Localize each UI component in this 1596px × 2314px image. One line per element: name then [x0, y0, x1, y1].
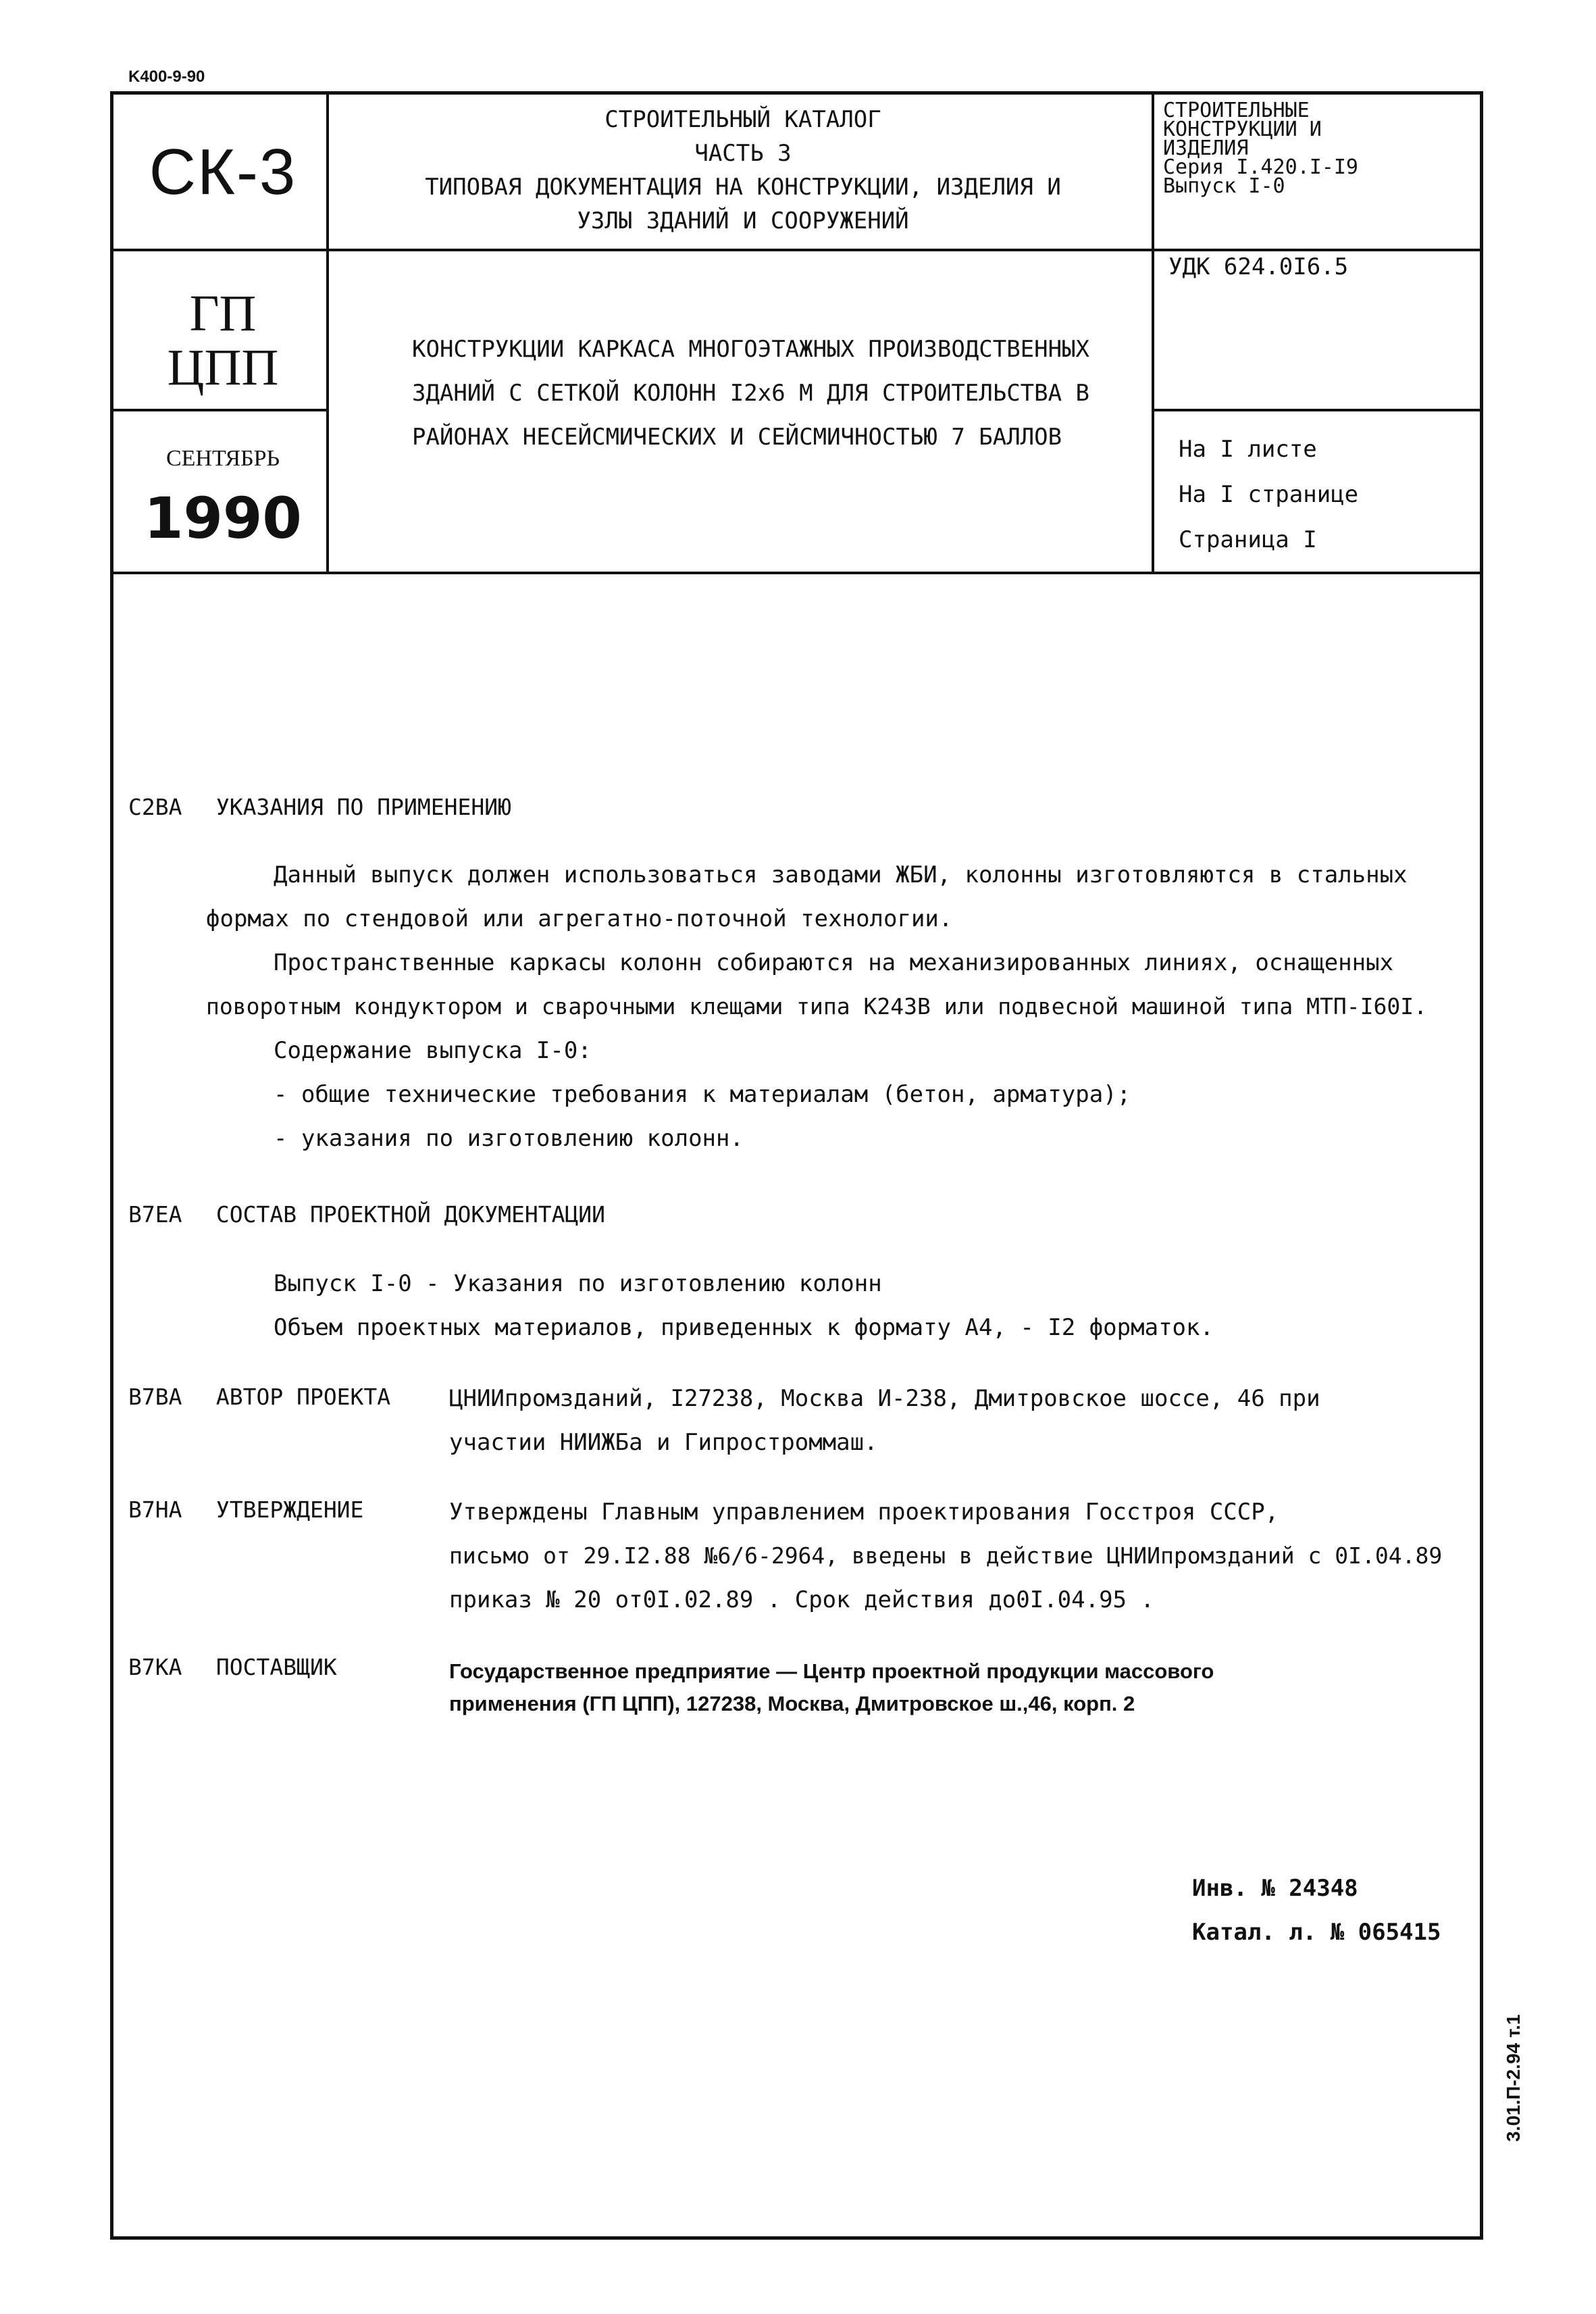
issue-month: СЕНТЯБРЬ — [165, 446, 280, 471]
organization — [118, 287, 328, 395]
series-line: КОНСТРУКЦИИ И — [1163, 118, 1322, 141]
supplier-line: применения (ГП ЦПП), 127238, Москва, Дмитровское ш.,46, корп. 2 — [449, 1692, 1135, 1715]
section-code: B7KA — [128, 1654, 182, 1680]
udk-code: УДК 624.0I6.5 — [1168, 253, 1349, 280]
section-heading-composition — [128, 1201, 605, 1228]
header-bottom-line — [110, 572, 1483, 574]
document-title — [412, 328, 1155, 459]
approval-line: приказ № 20 от0I.02.89 . Срок действия до0I.04.95 . — [449, 1586, 1154, 1613]
usage-line: Данный выпуск должен использоваться заводами ЖБИ, колонны изготовляются в стальных — [274, 861, 1408, 888]
sheet-line: На I странице — [1179, 481, 1359, 508]
header-divider-row2 — [110, 409, 328, 411]
approval-line: письмо от 29.I2.88 №6/6-2964, введены в действие ЦНИИпромзданий с 0I.04.89 — [449, 1542, 1443, 1569]
issue-year: 1990 — [144, 485, 302, 551]
section-code: C2BA — [128, 794, 182, 820]
approval-line: Утверждены Главным управлением проектирования Госстроя СССР, — [449, 1499, 1279, 1526]
title-line: КОНСТРУКЦИИ КАРКАСА МНОГОЭТАЖНЫХ ПРОИЗВОДСТВЕННЫХ — [412, 336, 1090, 363]
header-divider-right-row — [1152, 409, 1483, 411]
section-title: УКАЗАНИЯ ПО ПРИМЕНЕНИЮ — [215, 794, 511, 820]
catalog-line: ТИПОВАЯ ДОКУМЕНТАЦИЯ НА КОНСТРУКЦИИ, ИЗДЕЛИЯ И — [425, 174, 1061, 201]
supplier-text — [449, 1655, 1214, 1720]
usage-line: Пространственные каркасы колонн собираются на механизированных линиях, оснащенных — [274, 949, 1394, 976]
catalog-sheet-number: Катал. л. № 065415 — [1192, 1919, 1441, 1946]
composition-line: Выпуск I-0 - Указания по изготовлению колонн — [274, 1270, 882, 1297]
usage-line: - указания по изготовлению колонн. — [274, 1125, 744, 1152]
organization-line2: ЦПП — [167, 338, 279, 396]
catalog-line: УЗЛЫ ЗДАНИЙ И СООРУЖЕНИЙ — [577, 207, 909, 234]
inventory-number: Инв. № 24348 — [1192, 1875, 1358, 1902]
supplier-line: Государственное предприятие — Центр проектной продукции массового — [449, 1659, 1214, 1683]
series-info — [1163, 101, 1358, 196]
sheet-line: На I листе — [1179, 436, 1317, 463]
side-code: 3.01.П-2.94 т.1 — [1503, 2014, 1524, 2142]
author-line: ЦНИИпромзданий, I27238, Москва И-238, Дмитровское шоссе, 46 при — [449, 1385, 1320, 1412]
usage-line: поворотным кондуктором и сварочными клещами типа К243В или подвесной машиной типа МТП-I60I. — [206, 993, 1427, 1020]
title-line: РАЙОНАХ НЕСЕЙСМИЧЕСКИХ И СЕЙСМИЧНОСТЬЮ 7 БАЛЛОВ — [412, 424, 1062, 451]
section-title: АВТОР ПРОЕКТА — [215, 1384, 391, 1410]
section-code: B7HA — [128, 1496, 182, 1523]
sheet-count — [1179, 427, 1358, 563]
section-heading-approval — [128, 1496, 363, 1523]
catalog-heading — [334, 103, 1152, 238]
series-line: Серия I.420.I-I9 — [1163, 155, 1358, 179]
catalog-code: СК-3 — [149, 136, 297, 208]
usage-line: - общие технические требования к материалам (бетон, арматура); — [274, 1081, 1131, 1108]
composition-line: Объем проектных материалов, приведенных к формату А4, - I2 форматок. — [274, 1314, 1214, 1341]
section-code: B7EA — [128, 1201, 182, 1228]
section-title: ПОСТАВЩИК — [215, 1654, 337, 1680]
sheet-line: Страница I — [1179, 526, 1317, 553]
usage-line: Содержание выпуска I-0: — [274, 1037, 592, 1064]
title-line: ЗДАНИЙ С СЕТКОЙ КОЛОНН I2x6 М ДЛЯ СТРОИТЕЛЬСТВА В — [412, 380, 1090, 407]
catalog-line: ЧАСТЬ 3 — [694, 140, 792, 167]
section-heading-usage — [128, 794, 511, 820]
series-line: СТРОИТЕЛЬНЫЕ — [1163, 99, 1310, 122]
header-divider-row1 — [110, 249, 1483, 251]
section-title: УТВЕРЖДЕНИЕ — [215, 1496, 364, 1523]
section-title: СОСТАВ ПРОЕКТНОЙ ДОКУМЕНТАЦИИ — [215, 1201, 606, 1228]
series-line: ИЗДЕЛИЯ — [1163, 136, 1249, 160]
section-heading-supplier — [128, 1654, 337, 1680]
document-code: K400-9-90 — [128, 68, 205, 86]
usage-line: формах по стендовой или агрегатно-поточной технологии. — [206, 905, 953, 932]
series-line: Выпуск I-0 — [1163, 174, 1285, 198]
organization-line1: ГП — [189, 285, 257, 342]
section-code: B7BA — [128, 1384, 182, 1410]
catalog-line: СТРОИТЕЛЬНЫЙ КАТАЛОГ — [604, 106, 881, 133]
section-heading-author — [128, 1384, 390, 1410]
author-line: участии НИИЖБа и Гипростроммаш. — [449, 1429, 878, 1456]
